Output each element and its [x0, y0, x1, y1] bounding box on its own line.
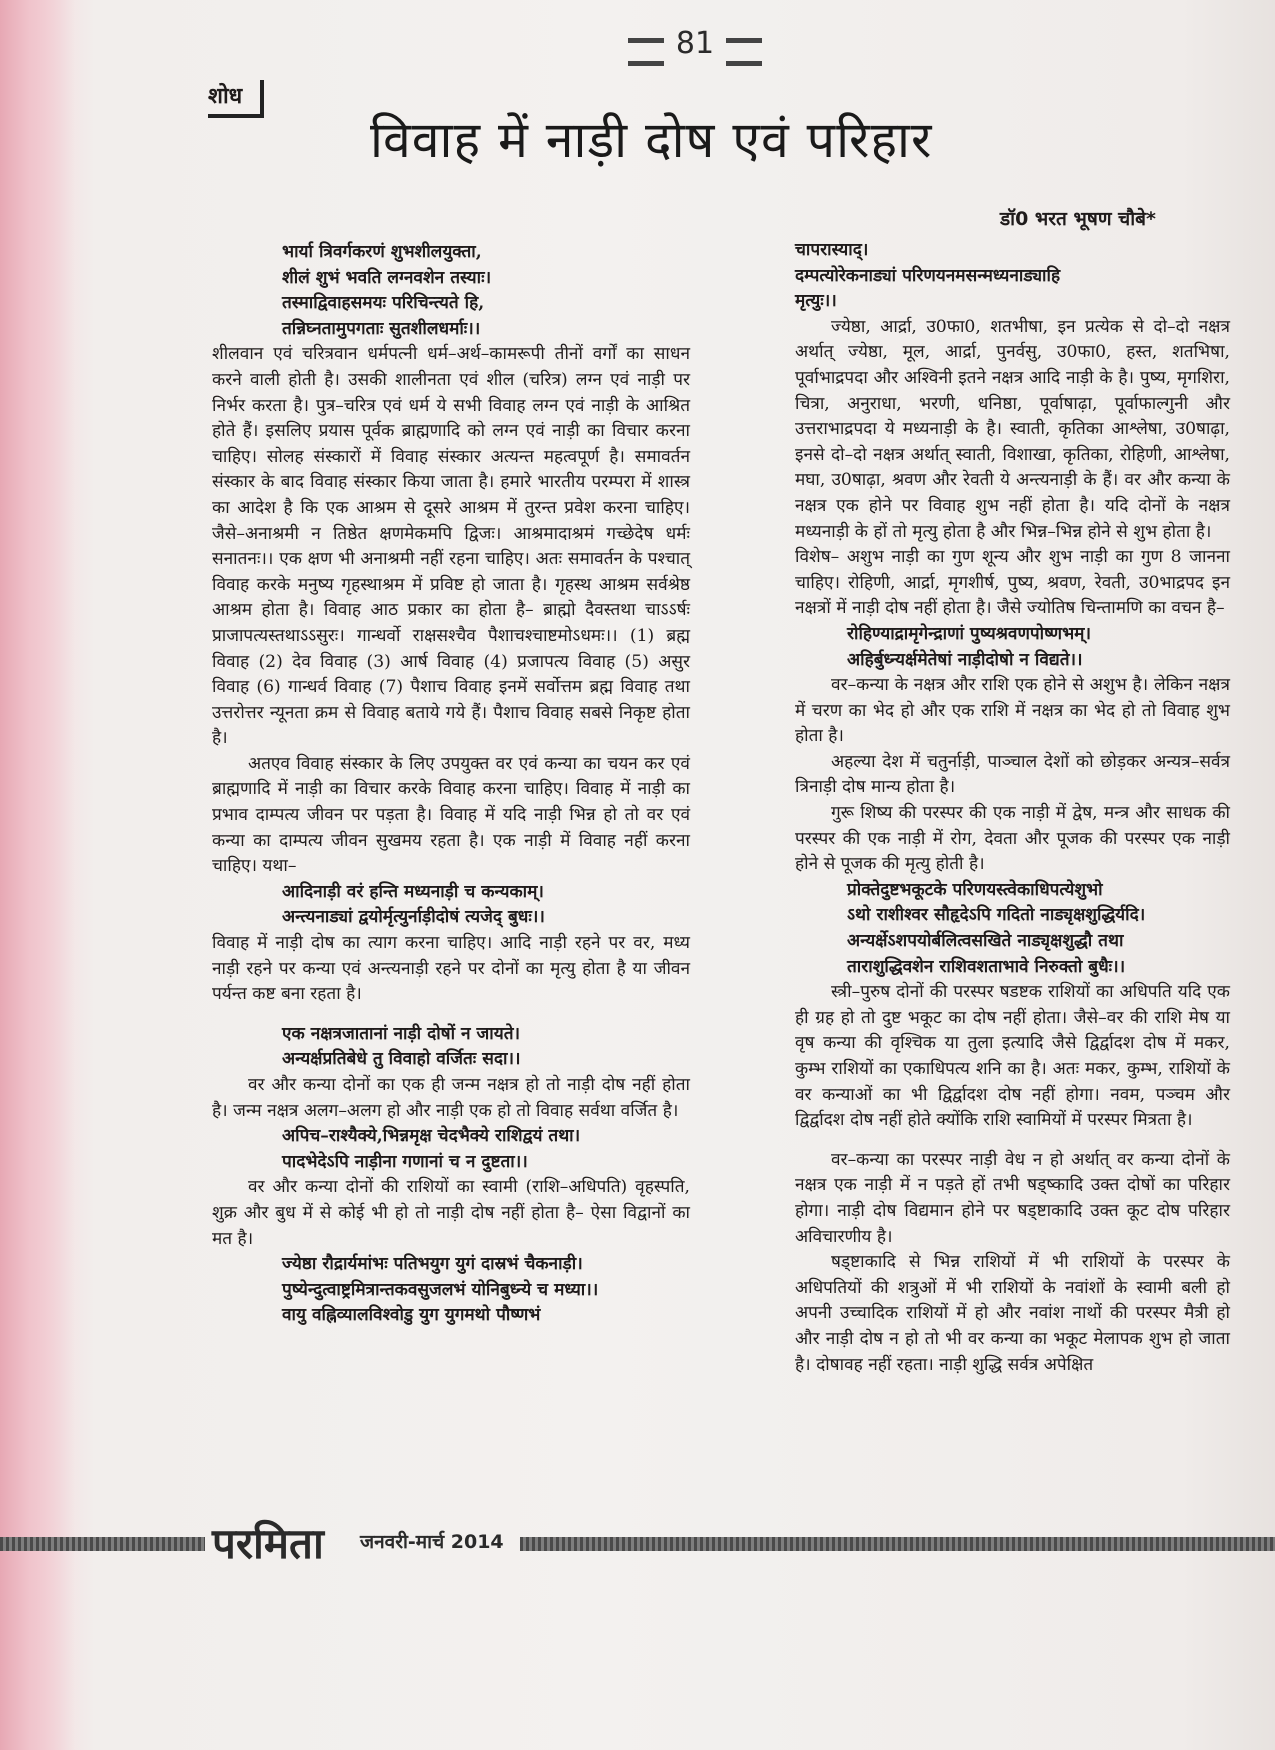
right-text-column — [795, 238, 1230, 1378]
body-paragraph: विशेष– अशुभ नाड़ी का गुण शून्य और शुभ नाड़ी का गुण 8 जानना चाहिए। रोहिणी, आर्द्रा, मृगशीर्ष, पुष्य, श्रवण, रेवती, उ0भाद्रपद इन नक्षत्रों में नाड़ी दोष नहीं होता है। जैसे ज्योतिष चिन्तामणि का वचन है– — [795, 547, 1230, 619]
section-tag: शोध — [208, 80, 264, 118]
sanskrit-verse-line: अन्यर्क्षेऽशपयोर्बलित्वसखिते नाड्यृक्षशुद्धौ तथा — [847, 931, 1124, 952]
author-name: डॉ0 भरत भूषण चौबे* — [1000, 208, 1156, 230]
sanskrit-verse-line: एक नक्षत्रजातानां नाड़ी दोषों न जायते। — [282, 1023, 521, 1044]
sanskrit-verse-line: चापरास्याद्। — [795, 240, 869, 260]
body-paragraph: स्त्री–पुरुष दोनों की परस्पर षडष्टक राशियों का अधिपति यदि एक ही ग्रह हो तो दुष्ट भकूट का दोष नहीं होता। जैसे–वर की राशि मेष या वृष कन्या की वृश्चिक या तुला इत्यादि जैसे द्विर्द्वादश दोष में मकर, कुम्भ राशियों का एकाधिपत्य शनि का है। अतः मकर, कुम्भ, राशियों के वर कन्याओं का भी द्विर्द्वादश दोष नहीं होगा। नवम, पञ्चम और द्विर्द्वादश दोष नहीं होते क्योंकि राशि स्वामियों में परस्पर मित्रता है। — [795, 982, 1230, 1131]
body-paragraph: वर और कन्या दोनों का एक ही जन्म नक्षत्र हो तो नाड़ी दोष नहीं होता है। जन्म नक्षत्र अलग–अलग हो और नाड़ी एक हो तो विवाह सर्वथा वर्जित है। — [212, 1075, 690, 1121]
sanskrit-verse-line: ताराशुद्धिवशेन राशिवशताभावे निरुक्तो बुधैः।। — [847, 956, 1126, 977]
sanskrit-verse-line: प्रोक्तेदुष्टभकूटके परिणयस्त्वेकाधिपत्येशुभो — [847, 879, 1103, 900]
body-paragraph: शीलवान एवं चरित्रवान धर्मपत्नी धर्म–अर्थ–कामरूपी तीनों वर्गों का साधन करने वाली होती है। उसकी शालीनता एवं शील (चरित्र) लग्न एवं नाड़ी पर निर्भर करता है। पुत्र–चरित्र एवं धर्म ये सभी विवाह लग्न एवं नाड़ी के आश्रित होते हैं। इसलिए प्रयास पूर्वक ब्राह्मणादि को लग्न एवं नाड़ी का विचार करना चाहिए। सोलह संस्कारों में विवाह संस्कार अत्यन्त महत्वपूर्ण है। समावर्तन संस्कार के बाद विवाह संस्कार किया जाता है। हमारे भारतीय परम्परा में शास्त्र का आदेश है कि एक आश्रम से दूसरे आश्रम में तुरन्त प्रवेश करना चाहिए। जैसे–अनाश्रमी न तिष्ठेत क्षणमेकमपि द्विजः। आश्रमादाश्रमं गच्छेदेष धर्मः सनातनः।। एक क्षण भी अनाश्रमी नहीं रहना चाहिए। अतः समावर्तन के पश्चात् विवाह करके मनुष्य गृहस्थाश्रम में प्रविष्ट हो जाता है। गृहस्थ आश्रम सर्वश्रेष्ठ आश्रम होता है। विवाह आठ प्रकार का होता है– ब्राह्मो दैवस्तथा चाऽऽर्षः प्राजापत्यस्तथाऽऽसुरः। गान्धर्वो राक्षसश्चैव पैशाचश्चाष्टमोऽधमः।। (1) ब्रह्म विवाह (2) देव विवाह (3) आर्ष विवाह (4) प्रजापत्य विवाह (5) असुर विवाह (6) गान्धर्व विवाह (7) पैशाच विवाह इनमें सर्वोत्तम ब्रह्म विवाह तथा उत्तरोत्तर न्यूनता क्रम से विवाह बताये गये हैं। पैशाच विवाह सबसे निकृष्ट होता है। — [212, 344, 690, 749]
sanskrit-verse-line: अन्त्यनाड्यां द्वयोर्मृत्युर्नाड़ीदोषं त्यजेद् बुधः।। — [282, 907, 545, 928]
sanskrit-verse-line: वायु वह्निव्यालविश्वोडु युग युगमथो पौष्णभं — [282, 1305, 541, 1326]
paragraph-gap — [212, 1008, 690, 1022]
body-paragraph: गुरू शिष्य की परस्पर की एक नाड़ी में द्वेष, मन्त्र और साधक की परस्पर की एक नाड़ी में रोग, देवता और पूजक की परस्पर एक नाड़ी होने से पूजक की मृत्यु होती है। — [795, 803, 1230, 875]
page-number-ornament-right — [726, 38, 762, 66]
page-number-ornament-left — [628, 38, 664, 66]
footer-rule-left — [0, 1537, 205, 1551]
body-paragraph: वर और कन्या दोनों की राशियों का स्वामी (राशि–अधिपति) वृहस्पति, शुक्र और बुध में से कोई भी हो तो नाड़ी दोष नहीं होता है– ऐसा विद्वानों का मत है। — [212, 1177, 690, 1249]
sanskrit-verse-line: पुष्येन्दुत्वाष्ट्रमित्रान्तकवसुजलभं योनिबुध्न्ये च मध्या।। — [282, 1279, 599, 1300]
sanskrit-verse-line: शीलं शुभं भवति लग्नवशेन तस्याः। — [282, 267, 492, 288]
sanskrit-verse-line: अन्यर्क्षप्रतिबेधे तु विवाहो वर्जितः सदा।। — [282, 1049, 521, 1070]
magazine-brand: परमिता — [212, 1519, 324, 1568]
body-paragraph: षड्ष्टाकादि से भिन्न राशियों में भी राशियों के परस्पर के अधिपतियों की शत्रुओं में भी राशियों के नवांशों के स्वामी बली हो अपनी उच्चादिक राशियों में हो और नवांश नाथों की परस्पर मैत्री हो और नाड़ी दोष न हो तो भी वर कन्या का भकूट मेलापक शुभ हो जाता है। दोषावह नहीं रहता। नाड़ी शुद्धि सर्वत्र अपेक्षित — [795, 1252, 1230, 1375]
sanskrit-verse-line: अपिच–राश्यैक्ये,भिन्नमृक्ष चेदभैक्ये राशिद्वयं तथा। — [282, 1126, 581, 1147]
body-paragraph: वर–कन्या का परस्पर नाड़ी वेध न हो अर्थात् वर कन्या दोनों के नक्षत्र एक नाड़ी में न पड़ते हों तभी षड्ष्कादि उक्त दोषों का परिहार होगा। नाड़ी दोष विद्यमान होने पर षड्ष्टाकादि उक्त कूट दोष परिहार अविचारणीय है। — [795, 1149, 1230, 1247]
sanskrit-verse-line: आदिनाड़ी वरं हन्ति मध्यनाड़ी च कन्यकाम्। — [282, 881, 544, 902]
body-paragraph: अतएव विवाह संस्कार के लिए उपयुक्त वर एवं कन्या का चयन कर एवं ब्राह्मणादि में नाड़ी का विचार करके विवाह करना चाहिए। विवाह में नाड़ी का प्रभाव दाम्पत्य जीवन पर पड़ता है। विवाह में यदि नाड़ी भिन्न हो तो वर एवं कन्या का दाम्पत्य जीवन सुखमय रहता है। एक नाड़ी में विवाह नहीं करना चाहिए। यथा– — [212, 753, 690, 877]
page-spine-shadow — [0, 0, 75, 1750]
issue-date: जनवरी-मार्च 2014 — [360, 1531, 504, 1553]
sanskrit-verse-line: ज्येष्ठा रौद्रार्यमांभः पतिभयुग युगं दास्रभं चैकनाड़ी। — [282, 1254, 583, 1275]
body-paragraph: विवाह में नाड़ी दोष का त्याग करना चाहिए। आदि नाड़ी रहने पर वर, मध्य नाड़ी रहने पर कन्या एवं अन्त्यनाड़ी रहने पर दोनों का मृत्यु होता है या जीवन पर्यन्त कष्ट बना रहता है। — [212, 933, 690, 1005]
sanskrit-verse-line: रोहिण्याद्रामृगेन्द्राणां पुष्यश्रवणपोष्णभम्। — [847, 623, 1091, 644]
sanskrit-verse-line: भार्या त्रिवर्गकरणं शुभशीलयुक्ता, — [282, 242, 482, 262]
sanskrit-verse-line: पादभेदेऽपि नाड़ीना गणानां च न दुष्टता।। — [282, 1151, 528, 1172]
body-paragraph: अहल्या देश में चतुर्नाड़ी, पाञ्चाल देशों को छोड़कर अन्यत्र–सर्वत्र त्रिनाड़ी दोष मान्य होता है। — [795, 751, 1230, 798]
body-paragraph: ज्येष्ठा, आर्द्रा, उ0फा0, शतभीषा, इन प्रत्येक से दो–दो नक्षत्र अर्थात् ज्येष्ठा, मूल, आर्द्रा, पुनर्वसु, उ0फा0, हस्त, शतभिषा, पूर्वाभाद्रपदा और अश्विनी इतने नक्षत्र आदि नाड़ी के है। पुष्य, मृगशिरा, चित्रा, अनुराधा, भरणी, धनिष्ठा, पूर्वाषाढ़ा, पूर्वाफाल्गुनी और उत्तराभाद्रपदा ये मध्यनाड़ी के है। स्वाती, कृतिका आश्लेषा, उ0षाढ़ा, इनसे दो–दो नक्षत्र अर्थात् स्वाती, विशाखा, कृतिका, रोहिणी, आश्लेषा, मघा, उ0षाढ़ा, श्रवण और रेवती ये अन्त्यनाड़ी के हैं। वर और कन्या के नक्षत्र एक होने पर विवाह शुभ नहीं होता है। यदि दोनों के नक्षत्र मध्यनाड़ी के हों तो मृत्यु होता है और भिन्न–भिन्न होने से शुभ होता है। — [795, 316, 1230, 542]
page-number: 81 — [675, 26, 715, 61]
sanskrit-verse-line: तन्निघ्नतामुपगताः सुतशीलधर्माः।। — [282, 318, 481, 339]
sanskrit-verse-line: दम्पत्योरेकनाड्यां परिणयनमसन्मध्यनाड्याहि — [795, 265, 1061, 286]
sanskrit-verse-line: तस्माद्विवाहसमयः परिचिन्त्यते हि, — [282, 293, 485, 314]
footer-rule-right — [520, 1537, 1275, 1551]
article-title: विवाह में नाड़ी दोष एवं परिहार — [370, 111, 933, 169]
left-text-column — [212, 240, 690, 1329]
body-paragraph: वर–कन्या के नक्षत्र और राशि एक होने से अशुभ है। लेकिन नक्षत्र में चरण का भेद हो और एक राशि में नक्षत्र का भेद हो तो विवाह शुभ होता है। — [795, 675, 1230, 747]
sanskrit-verse-line: अहिर्बुध्न्यर्क्षमेतेषां नाड़ीदोषो न विद्यते।। — [847, 649, 1083, 670]
page-number-block — [620, 18, 770, 78]
sanskrit-verse-line: ऽथो राशीश्वर सौहृदेऽपि गदितो नाड्यृक्षशुद्धिर्यदि। — [847, 905, 1146, 926]
sanskrit-verse-line: मृत्युः।। — [795, 291, 837, 312]
paragraph-gap — [795, 1134, 1230, 1148]
